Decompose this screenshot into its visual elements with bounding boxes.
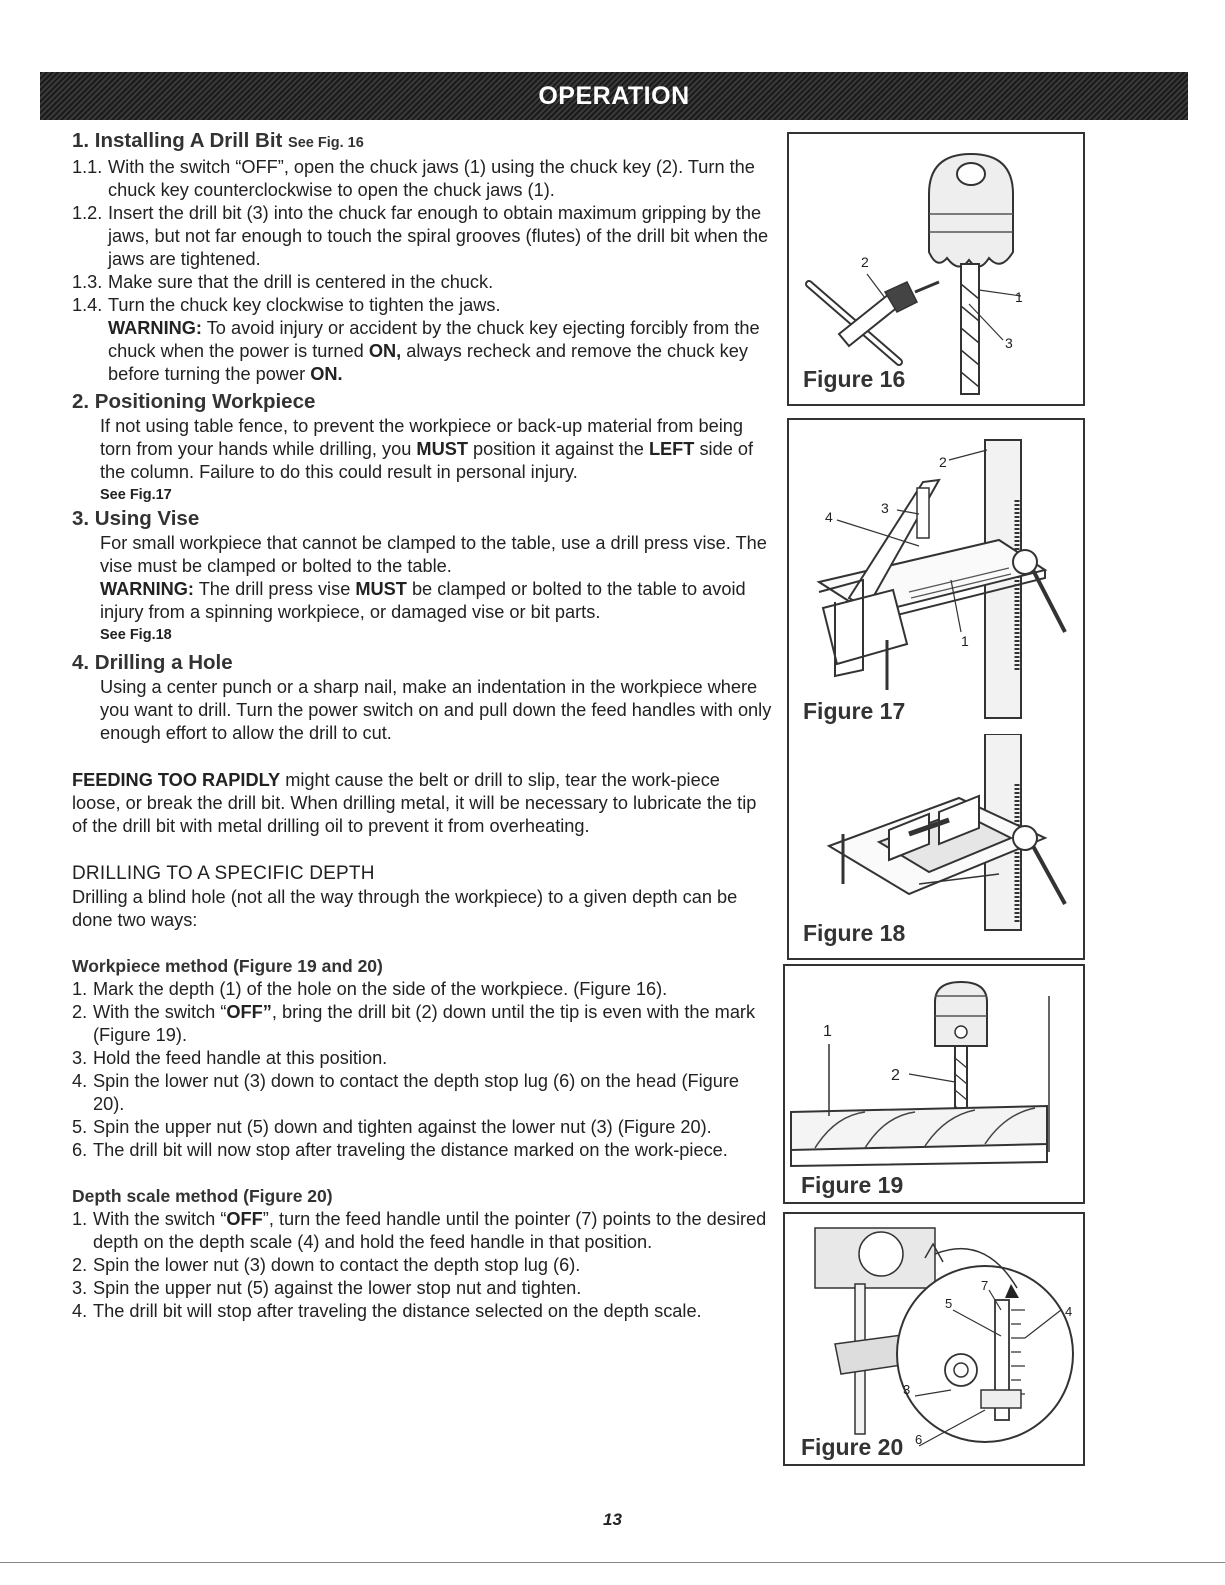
- heading-workpiece-method: Workpiece method (Figure 19 and 20): [72, 956, 383, 976]
- list-item: 4. Spin the lower nut (3) down to contact the depth stop lug (6) on the head (Figure 20).: [72, 1071, 740, 1114]
- callout-3: 3: [1005, 335, 1013, 351]
- heading-using-vise: 3. Using Vise: [72, 507, 200, 530]
- callout-1: 1: [961, 633, 969, 649]
- list-item: 3. Hold the feed handle at this position.: [72, 1048, 388, 1068]
- heading-installing-drill-bit: 1. Installing A Drill Bit See Fig. 16: [72, 129, 364, 152]
- list-item: 1.4. Turn the chuck key clockwise to tighten the jaws.: [72, 295, 501, 315]
- callout-2: 2: [861, 254, 869, 270]
- figure-reference: See Fig.18: [100, 627, 172, 643]
- main-text-column: [72, 128, 772, 1323]
- callout-6: 6: [915, 1432, 923, 1447]
- list-item: 3. Spin the upper nut (5) against the lower stop nut and tighten.: [72, 1278, 582, 1298]
- list-item: 5. Spin the upper nut (5) down and tighten against the lower nut (3) (Figure 20).: [72, 1117, 712, 1137]
- section-title: OPERATION: [538, 81, 690, 110]
- callout-1: 1: [823, 1023, 832, 1040]
- list-item: 1. With the switch “OFF”, turn the feed handle until the pointer (7) points to the desired depth on the depth scale (4) and hold the feed handle in that position.: [72, 1209, 767, 1252]
- figure-label: Figure 17: [803, 698, 906, 724]
- page-number: 13: [603, 1510, 622, 1529]
- warning-vise: WARNING: The drill press vise MUST be clamped or bolted to the table to avoid injury from a spinning workpiece, or damaged vise or bit parts.: [100, 579, 746, 622]
- figure-20: [783, 1212, 1085, 1466]
- figure-label: Figure 18: [803, 920, 906, 946]
- list-item: 1.3. Make sure that the drill is centered in the chuck.: [72, 272, 494, 292]
- depth-scale-illustration: [785, 1214, 1087, 1468]
- paragraph-feeding: FEEDING TOO RAPIDLY might cause the belt or drill to slip, tear the work-piece loose, or break the drill bit. When drilling metal, it will be necessary to lubricate the tip of the drill bit with metal drilling oil to prevent it from overheating.: [72, 770, 757, 836]
- callout-2: 2: [891, 1067, 900, 1084]
- callout-7: 7: [981, 1278, 989, 1293]
- paragraph-depth: Drilling a blind hole (not all the way through the workpiece) to a given depth can be done two ways:: [72, 887, 738, 930]
- section-banner: [40, 72, 1188, 120]
- list-item: 2. With the switch “OFF”, bring the drill bit (2) down until the tip is even with the mark (Figure 19).: [72, 1002, 756, 1045]
- callout-4: 4: [1065, 1304, 1073, 1319]
- heading-drilling-hole: 4. Drilling a Hole: [72, 651, 233, 674]
- figure-label: Figure 20: [801, 1434, 904, 1460]
- heading-specific-depth: DRILLING TO A SPECIFIC DEPTH: [72, 863, 375, 884]
- drill-bit-depth-mark-illustration: [785, 966, 1087, 1206]
- heading-positioning-workpiece: 2. Positioning Workpiece: [72, 390, 316, 413]
- callout-3: 3: [881, 500, 889, 516]
- figure-18: [787, 734, 1085, 960]
- figure-16: [787, 132, 1085, 406]
- callout-4: 4: [825, 509, 833, 525]
- warning-chuck-key: WARNING: To avoid injury or accident by the chuck key ejecting forcibly from the chuck when the power is turned ON, always recheck and remove the chuck key before turning the power ON.: [108, 318, 760, 384]
- figure-label: Figure 19: [801, 1172, 904, 1198]
- callout-3: 3: [903, 1382, 911, 1397]
- figure-19: [783, 964, 1085, 1204]
- paragraph-drilling: Using a center punch or a sharp nail, make an indentation in the workpiece where you want to drill. Turn the power switch on and pull down the feed handles with only enough effort to allow the drill to cut.: [100, 677, 772, 743]
- list-item: 2. Spin the lower nut (3) down to contact the depth stop lug (6).: [72, 1255, 581, 1275]
- heading-depth-scale-method: Depth scale method (Figure 20): [72, 1186, 333, 1206]
- bottom-divider: [0, 1562, 1225, 1563]
- workpiece-position-illustration: [789, 420, 1087, 738]
- figure-label: Figure 16: [803, 366, 906, 392]
- callout-5: 5: [945, 1296, 953, 1311]
- callout-2: 2: [939, 454, 947, 470]
- figure-reference: See Fig.17: [100, 487, 172, 503]
- list-item: 1.2. Insert the drill bit (3) into the chuck far enough to obtain maximum gripping by the jaws, but not far enough to touch the spiral grooves (flutes) of the drill bit when the jaws are tightened.: [72, 203, 769, 269]
- list-item: 4. The drill bit will stop after traveling the distance selected on the depth scale.: [72, 1301, 702, 1321]
- paragraph-vise: For small workpiece that cannot be clamped to the table, use a drill press vise. The vise must be clamped or bolted to the table.: [100, 533, 767, 576]
- paragraph-positioning: If not using table fence, to prevent the workpiece or back-up material from being torn from your hands while drilling, you MUST position it against the LEFT side of the column. Failure to do this could result in personal injury.: [100, 416, 754, 482]
- list-item: 1.1. With the switch “OFF”, open the chuck jaws (1) using the chuck key (2). Turn the chuck key counterclockwise to open the chuck jaws (1).: [72, 157, 755, 200]
- list-item: 1. Mark the depth (1) of the hole on the side of the workpiece. (Figure 16).: [72, 979, 668, 999]
- callout-1: 1: [1015, 289, 1023, 305]
- list-item: 6. The drill bit will now stop after traveling the distance marked on the work-piece.: [72, 1140, 728, 1160]
- figure-17: [787, 418, 1085, 736]
